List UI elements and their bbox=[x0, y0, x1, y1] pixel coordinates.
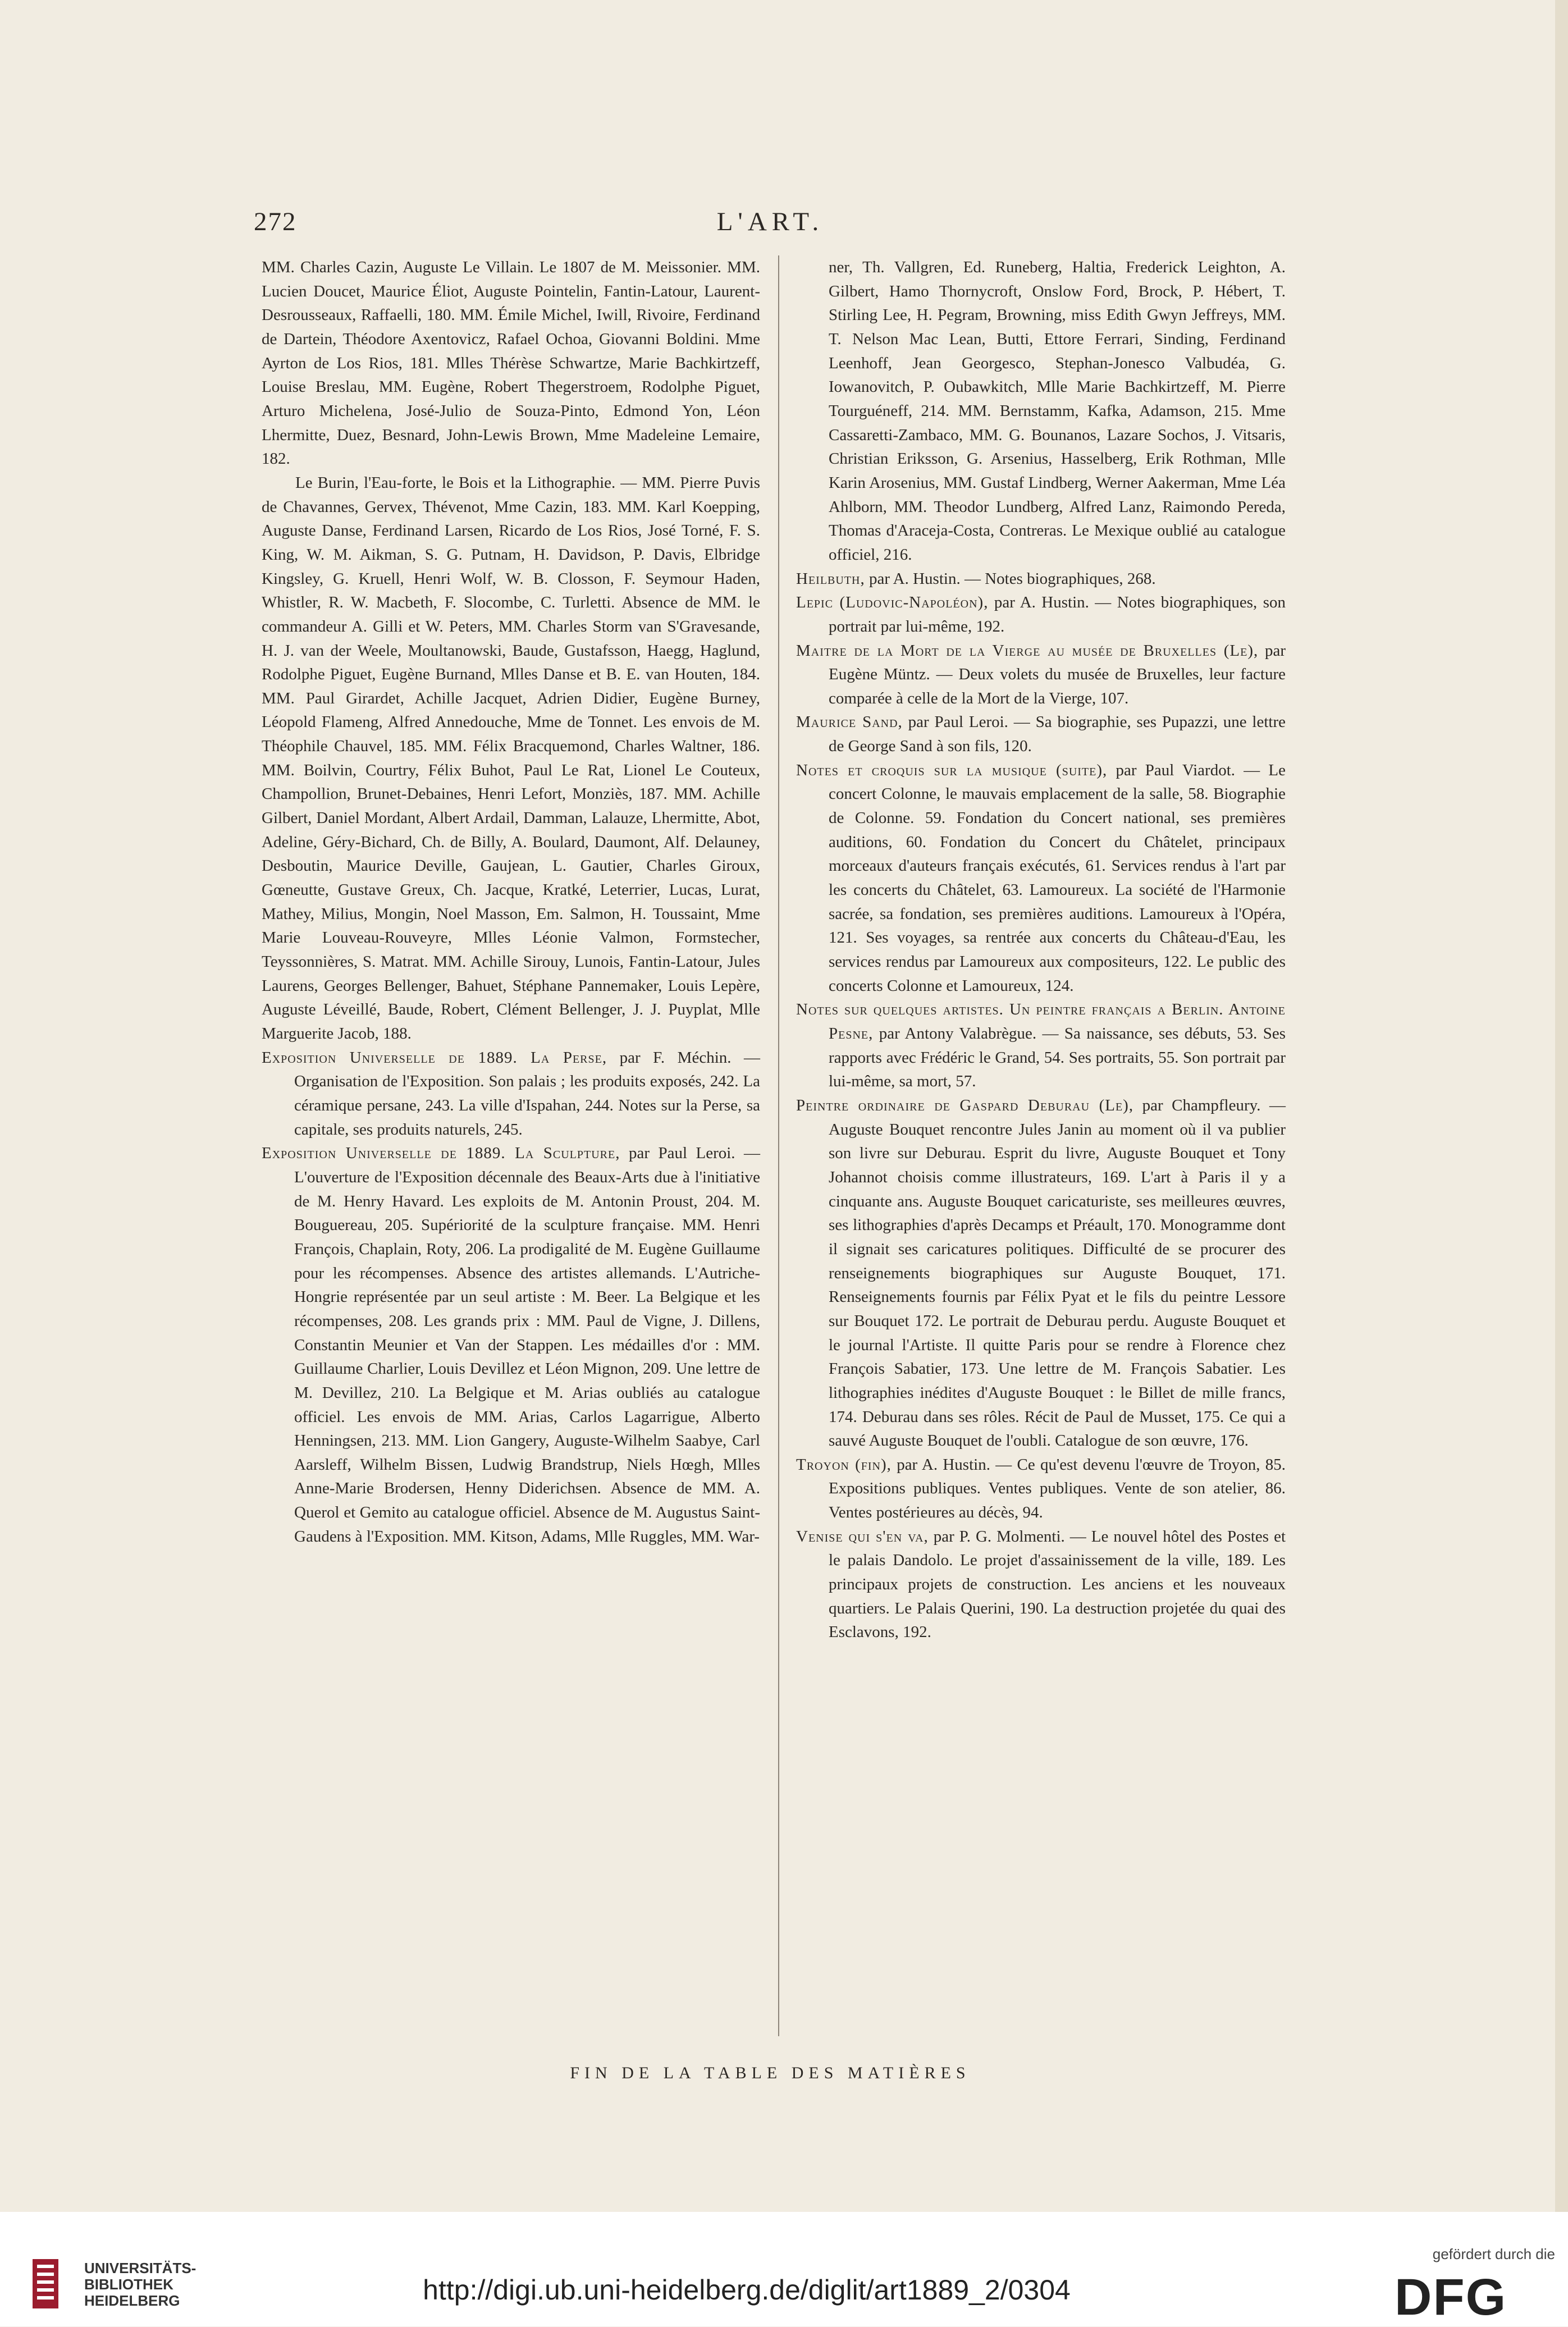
entry-heading: Venise qui s'en va, bbox=[796, 1527, 929, 1546]
entry-text: par A. Hustin. — Notes biographiques, 268. bbox=[868, 569, 1156, 588]
running-title: L'ART. bbox=[716, 207, 824, 236]
entry-text: par Paul Leroi. — Sa biographie, ses Pupazzi, une lettre de George Sand à son fils, 120. bbox=[829, 713, 1286, 756]
column-divider bbox=[778, 255, 779, 2036]
page-number: 272 bbox=[254, 207, 297, 236]
entry-heading: Heilbuth, bbox=[796, 569, 865, 588]
index-entry bbox=[796, 1094, 1286, 1453]
index-entry bbox=[796, 639, 1286, 711]
left-column bbox=[262, 255, 760, 1548]
index-paragraph: MM. Charles Cazin, Auguste Le Villain. Le 1807 de M. Meissonier. MM. Lucien Doucet, Maurice Éliot, Auguste Pointelin, Fantin-Latour, Laurent-Desrousseaux, Raffaelli, 180. MM. Émile Michel, Iwill, Rivoire, Ferdinand de Dartein, Théodore Axentovicz, Rafael Ochoa, Giovanni Boldini. Mme Ayrton de Los Rios, 181. Mlles Thérèse Schwartze, Marie Bachkirtzeff, Louise Breslau, MM. Eugène, Robert Thegerstroem, Rodolphe Piguet, Arturo Michelena, José-Julio de Souza-Pinto, Edmond Yon, Léon Lhermitte, Duez, Besnard, John-Lewis Brown, Mme Madeleine Lemaire, 182. bbox=[262, 258, 760, 468]
entry-text: par Antony Valabrègue. — Sa naissance, ses débuts, 53. Ses rapports avec Frédéric le Grand, 54. Ses portraits, 55. Son portrait par lui-même, sa mort, 57. bbox=[829, 1025, 1286, 1091]
entry-heading: Exposition Universelle de 1889. La Sculpture, bbox=[262, 1144, 620, 1163]
entry-text: par Champfleury. — Auguste Bouquet rencontre Jules Janin au moment où il va publier son livre sur Deburau. Esprit du livre, Auguste Bouquet et Tony Johannot choisis comme illustrateurs, 169. L'art à Paris il y a cinquante ans. Auguste Bouquet caricaturiste, ses meilleures œuvres, ses lithographies d'après Decamps et Préault, 170. Monogramme dont il signait ses caricatures politiques. Difficulté de se procurer des renseignements biographiques sur Auguste Bouquet, 171. Renseignements fournis par Félix Pyat et le fils du peintre Lessore sur Bouquet 172. Le portrait de Deburau perdu. Auguste Bouquet et le journal l'Artiste. Il quitte Paris pour se rendre à Florence chez François Sabatier, 173. Une lettre de M. François Sabatier. Les lithographies inédites d'Auguste Bouquet : le Billet de mille francs, 174. Deburau dans ses rôles. Récit de Paul de Musset, 175. Ce qui a sauvé Auguste Bouquet de l'oubli. Catalogue de son œuvre, 176. bbox=[829, 1096, 1286, 1450]
page-header bbox=[254, 207, 1287, 246]
index-entry bbox=[262, 1141, 760, 1548]
entry-text: par Paul Viardot. — Le concert Colonne, le mauvais emplacement de la salle, 58. Biographie de Colonne. 59. Fondation du Concert national, ses premières auditions, 60. Fondation du Concert du Châtelet, principaux morceaux d'auteurs français exécutés, 61. Services rendus à l'art par les concerts du Châtelet, 63. Lamoureux. La société de l'Harmonie sacrée, sa fondation, ses premières auditions. Lamoureux à l'Opéra, 121. Ses voyages, sa rentrée aux concerts du Château-d'Eau, les services rendus par Lamoureux aux compositeurs, 122. Le public des concerts Colonne et Lamoureux, 124. bbox=[829, 761, 1286, 995]
index-entry bbox=[796, 1525, 1286, 1644]
index-entry bbox=[796, 998, 1286, 1094]
end-of-table-line: FIN DE LA TABLE DES MATIÈRES bbox=[570, 2064, 971, 2082]
entry-heading: Exposition Universelle de 1889. La Perse, bbox=[262, 1048, 607, 1067]
entry-text: par A. Hustin. — Ce qu'est devenu l'œuvre de Troyon, 85. Expositions publiques. Ventes publiques. Vente de son atelier, 86. Ventes postérieures au décès, 94. bbox=[829, 1455, 1286, 1522]
index-entry bbox=[262, 1046, 760, 1142]
entry-text: par Eugène Müntz. — Deux volets du musée de Bruxelles, leur facture comparée à celle de la Mort de la Vierge, 107. bbox=[829, 641, 1286, 707]
library-line-1: UNIVERSITÄTS- bbox=[84, 2260, 196, 2276]
library-name bbox=[84, 2260, 196, 2309]
entry-text: par F. Méchin. — Organisation de l'Exposition. Son palais ; les produits exposés, 242. La céramique persane, 243. La ville d'Ispahan, 244. Notes sur la Perse, sa capitale, ses produits naturels, 245. bbox=[294, 1048, 761, 1139]
entry-text: par Paul Leroi. — L'ouverture de l'Exposition décennale des Beaux-Arts due à l'initiative de M. Henry Havard. Les exploits de M. Antonin Proust, 204. M. Bouguereau, 205. Supériorité de la sculpture française. MM. Henri François, Chaplain, Roty, 206. La prodigalité de M. Eugène Guillaume pour les récompenses. Absence des artistes allemands. L'Autriche-Hongrie représentée par un seul artiste : M. Beer. La Belgique et les récompenses, 208. Les grands prix : MM. Paul de Vigne, J. Dillens, Constantin Meunier et Van der Stappen. Les médailles d'or : MM. Guillaume Charlier, Louis Devillez et Léon Mignon, 209. Une lettre de M. Devillez, 210. La Belgique et M. Arias oubliés au catalogue officiel. Les envois de MM. Arias, Carlos Lagarrigue, Alberto Henningsen, 213. MM. Lion Gangery, Auguste-Wilhelm Saabye, Carl Aarsleff, Wilhelm Bissen, Ludwig Brandstrup, Niels Hœgh, Mlles Anne-Marie Brodersen, Henny Diderichsen. Absence de MM. A. Querol et Gemito au catalogue officiel. Absence de M. Augustus Saint-Gaudens à l'Exposition. MM. Kitson, Adams, Mlle Ruggles, MM. War- bbox=[294, 1144, 761, 1546]
dfg-logo: DFG bbox=[1395, 2269, 1507, 2326]
library-line-2: BIBLIOTHEK bbox=[84, 2276, 173, 2293]
index-entry bbox=[796, 1453, 1286, 1525]
index-entry bbox=[796, 758, 1286, 998]
index-paragraph: Le Burin, l'Eau-forte, le Bois et la Lithographie. — MM. Pierre Puvis de Chavannes, Gervex, Thévenot, Mme Cazin, 183. MM. Karl Koepping, Auguste Danse, Ferdinand Larsen, Ricardo de Los Rios, José Torné, F. S. King, W. M. Aikman, S. G. Putnam, H. Davidson, P. Davis, Elbridge Kingsley, G. Kruell, Henri Wolf, W. B. Closson, F. Seymour Haden, Whistler, R. W. Macbeth, F. Slocombe, C. Turletti. Absence de MM. le commandeur A. Gilli et W. Peters, MM. Charles Storm van S'Gravesande, H. J. van der Weele, Moultanowski, Baude, Gustafsson, Haegg, Haglund, Rodolphe Piguet, Eugène Burnand, Mlles Danse et B. E. van Houten, 184. MM. Paul Girardet, Achille Jacquet, Adrien Didier, Eugène Burney, Léopold Flameng, Alfred Annedouche, Mme de Tonnet. Les envois de M. Théophile Chauvel, 185. MM. Félix Bracquemond, Charles Waltner, 186. MM. Boilvin, Courtry, Félix Buhot, Paul Le Rat, Lionel Le Couteux, Champollion, Brunet-Debaines, Henri Lefort, Monziès, 187. MM. Achille Gilbert, Daniel Mordant, Albert Ardail, Damman, Lalauze, Lhermitte, Abot, Adeline, Géry-Bichard, Ch. de Billy, A. Boulard, Daumont, Alf. Delauney, Desboutin, Maurice Deville, Gaujean, L. Gautier, Charles Giroux, Gœneutte, Gustave Greux, Ch. Jacque, Kratké, Leterrier, Lucas, Lurat, Mathey, Milius, Mongin, Noel Masson, Em. Salmon, H. Toussaint, Mme Marie Louveau-Rouveyre, Mlles Léonie Valmon, Formstecher, Teyssonnières, S. Matrat. MM. Achille Sirouy, Lunois, Fantin-Latour, Jules Laurens, Georges Bellenger, Bahuet, Stéphane Pannemaker, Louis Lepère, Auguste Léveillé, Baude, Robert, Clément Bellenger, J. J. Puyplat, Mlle Marguerite Jacob, 188. bbox=[262, 473, 760, 1043]
entry-heading: Lepic (Ludovic-Napoléon), bbox=[796, 593, 989, 612]
library-line-3: HEIDELBERG bbox=[84, 2292, 180, 2309]
entry-text: par P. G. Molmenti. — Le nouvel hôtel des Postes et le palais Dandolo. Le projet d'assainissement de la ville, 189. Les principaux projets de construction. Les anciens et les nouveaux quartiers. Le Palais Querini, 190. La destruction projetée du quai des Esclavons, 192. bbox=[829, 1527, 1286, 1642]
funding-caption: gefördert durch die bbox=[1432, 2246, 1555, 2262]
footer-bar bbox=[0, 2212, 1568, 2326]
index-paragraph: ner, Th. Vallgren, Ed. Runeberg, Haltia, Frederick Leighton, A. Gilbert, Hamo Thornycroft, Onslow Ford, Brock, P. Hébert, T. Stirling Lee, H. Pegram, Browning, miss Edith Gwyn Jeffreys, MM. T. Nelson Mac Lean, Butti, Ettore Ferrari, Sinding, Ferdinand Leenhoff, Jean Georgesco, Stephan-Jonesco Valbudéa, G. Iowanovitch, P. Oubawkitch, Mlle Marie Bachkirtzeff, M. Pierre Tourguéneff, 214. MM. Bernstamm, Kafka, Adamson, 215. Mme Cassaretti-Zambaco, MM. G. Bounanos, Lazare Sochos, J. Vitsaris, Christian Eriksson, G. Arsenius, Hasselberg, Erik Rothman, Mlle Karin Arosenius, MM. Gustaf Lindberg, Werner Aakerman, Mme Léa Ahlborn, MM. Theodor Lundberg, Alfred Lanz, Raimondo Pereda, Thomas d'Araceja-Costa, Contreras. Le Mexique oublié au catalogue officiel, 216. bbox=[829, 258, 1286, 564]
index-entry bbox=[796, 591, 1286, 638]
entry-text: par A. Hustin. — Notes biographiques, son portrait par lui-même, 192. bbox=[829, 593, 1286, 636]
index-entry bbox=[796, 567, 1286, 591]
entry-heading: Notes et croquis sur la musique (suite), bbox=[796, 761, 1108, 779]
source-url-link[interactable]: http://digi.ub.uni-heidelberg.de/diglit/art1889_2/0304 bbox=[423, 2274, 1071, 2306]
entry-heading: Troyon (fin), bbox=[796, 1455, 892, 1474]
entry-heading: Notes sur quelques artistes. Un peintre français a Berlin. Antoine Pesne, bbox=[796, 1000, 1286, 1043]
right-column bbox=[796, 255, 1286, 1644]
page-edge bbox=[1555, 0, 1568, 2212]
entry-heading: Maitre de la Mort de la Vierge au musée de Bruxelles (Le), bbox=[796, 641, 1259, 660]
index-entry bbox=[796, 710, 1286, 758]
entry-heading: Maurice Sand, bbox=[796, 713, 903, 732]
entry-heading: Peintre ordinaire de Gaspard Deburau (Le), bbox=[796, 1096, 1134, 1114]
university-seal-icon bbox=[33, 2259, 58, 2308]
